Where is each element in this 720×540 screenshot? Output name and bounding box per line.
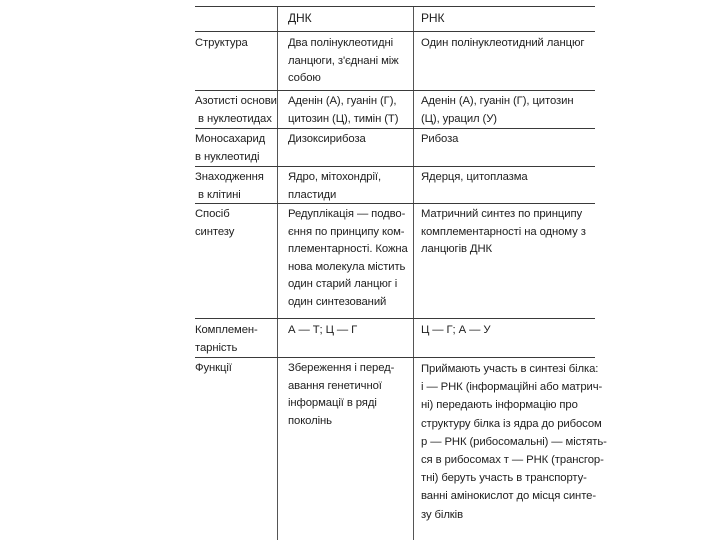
row-structure-dna: Два полінуклеотидні ланцюги, з'єднані між собою <box>288 37 399 84</box>
header-dna: ДНК <box>288 11 312 25</box>
row-functions-rna: Приймають участь в синтезі білка: і — РНК (інформаційні або матрич- ні) передають інформацію про структуру білка із ядра до рибосом р — РНК (рибосомальні) — містять- ся в рибосомах т — РНК (трансгор- тні) беруть участь в транспорту- ванні амінокислот до місця синте- зу білків <box>421 363 607 521</box>
row-label-synthesis: Спосіб синтезу <box>195 208 235 238</box>
row-label-complementarity: Комплемен- тарність <box>195 324 258 354</box>
comparison-table <box>195 0 607 540</box>
row-divider <box>195 166 595 167</box>
row-divider <box>195 6 595 7</box>
row-sugar-rna: Рибоза <box>421 133 459 145</box>
row-label-sugar: Моносахарид в нуклеотиді <box>195 133 266 163</box>
header-rna: РНК <box>421 11 445 25</box>
row-synthesis-rna: Матричний синтез по принципу комплементарності на одному з ланцюгів ДНК <box>421 208 586 255</box>
row-complementarity-dna: А — Т; Ц — Г <box>288 324 358 336</box>
row-label-bases: Азотисті основи в нуклеотидах <box>195 95 277 125</box>
row-divider <box>195 128 595 129</box>
row-label-location: Знаходження в клітині <box>195 171 264 201</box>
row-location-dna: Ядро, мітохондрії, пластиди <box>288 171 381 201</box>
row-synthesis-dna: Редуплікація — подво- єння по принципу ком- плементарності. Кожна нова молекула містить один старий ланцюг і один синтезований <box>288 208 408 308</box>
row-bases-dna: Аденін (А), гуанін (Г), цитозин (Ц), тимін (Т) <box>288 95 399 125</box>
column-divider-left <box>277 6 278 540</box>
row-label-structure: Структура <box>195 37 248 49</box>
row-divider <box>195 31 595 32</box>
row-bases-rna: Аденін (А), гуанін (Г), цитозин (Ц), урацил (У) <box>421 95 574 125</box>
row-complementarity-rna: Ц — Г; А — У <box>421 324 491 336</box>
row-sugar-dna: Дизоксирибоза <box>288 133 366 145</box>
row-divider <box>195 357 595 358</box>
row-functions-dna: Збереження і перед- авання генетичної інформації в ряді поколінь <box>288 362 395 427</box>
row-structure-rna: Один полінуклеотидний ланцюг <box>421 37 585 49</box>
column-divider-right <box>413 6 414 540</box>
row-divider <box>195 318 595 319</box>
row-location-rna: Ядерця, цитоплазма <box>421 171 528 183</box>
row-divider <box>195 90 595 91</box>
row-label-functions: Функції <box>195 362 232 374</box>
